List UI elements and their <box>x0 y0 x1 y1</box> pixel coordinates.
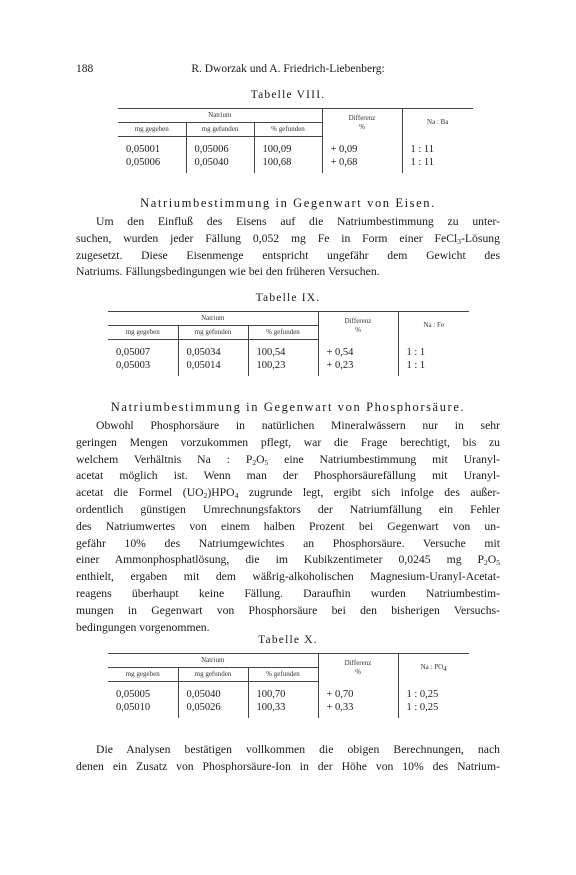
cell: 0,05007 <box>116 347 151 358</box>
page-header <box>76 63 500 79</box>
cell: 0,05034 <box>178 340 248 360</box>
cell: + 0,09 <box>322 137 402 157</box>
group-header: Natrium <box>108 654 318 668</box>
col-header: mg gefunden <box>186 123 254 137</box>
cell: 100,68 <box>254 156 322 173</box>
table-row <box>118 156 473 173</box>
section-heading: Natriumbestimmung in Gegenwart von Phosphorsäure. <box>110 400 466 414</box>
col-header: mg gegeben <box>118 123 186 137</box>
cell: 1 : 0,25 <box>398 701 469 718</box>
cell: + 0,70 <box>318 682 398 702</box>
paragraph: Um den Einfluß des Eisens auf die Natriumbestimmung zu unter- suchen, wurden jeder Fällung 0,052 mg Fe in Form einer FeCl$_3$-Lösung zugesetzt. Diese Eisenmenge entspricht ungefähr dem Gewicht des Natriums. Fällungsbedingungen wie bei den früheren Versuchen. <box>76 215 500 279</box>
ratio-header: Na : Ba <box>402 109 473 137</box>
group-header: Natrium <box>108 312 318 326</box>
table-row <box>108 701 469 718</box>
cell: 0,05026 <box>178 701 248 718</box>
cell: + 0,23 <box>318 359 398 376</box>
diff-header: Differenz % <box>318 312 398 340</box>
cell: 0,05040 <box>186 156 254 173</box>
cell: 1 : 1 <box>398 359 469 376</box>
col-header: % gefunden <box>254 123 322 137</box>
col-header: % gefunden <box>248 668 318 682</box>
cell: 100,54 <box>248 340 318 360</box>
cell: 0,05006 <box>126 157 161 168</box>
paragraph: Die Analysen bestätigen vollkommen die obigen Berechnungen, nach denen ein Zusatz von Phosphorsäure-Ion in der Höhe von 10% des Natrium- <box>76 743 500 773</box>
col-header: mg gegeben <box>108 326 178 340</box>
cell: 1 : 11 <box>402 156 473 173</box>
group-header: Natrium <box>118 109 322 123</box>
cell: 0,05014 <box>178 359 248 376</box>
table-caption: Tabelle IX. <box>255 292 321 304</box>
cell: 0,05006 <box>186 137 254 157</box>
cell: 0,05005 <box>116 689 151 700</box>
table-row <box>108 340 469 360</box>
paragraph: Obwohl Phosphorsäure in natürlichen Mineralwässern nur in sehr geringen Mengen vorzukommen pflegt, war die Frage berechtigt, bis zu welchem Verhältnis Na : $P_2O_5$ eine Natriumbestimmung mit Uranyl- acetat möglich ist. Wenn man der Phosphorsäurefällung mit Uranyl- acetat die Formel $(UO_2)HPO_4$ zugrunde legt, ergibt sich infolge des außer- ordentlich günstigen Umrechnungsfaktors der Natriumfällung ein Fehler des Natriumwertes von einem halben Prozent bei Gegenwart von un- gefähr 10% des Natriumgewichtes an Phosphorsäure. Versuche mit einer Ammonphosphatlösung, die im Kubikzentimeter 0,0245 mg $P_2O_5$ enthielt, ergaben mit dem wäßrig-alkoholischen Magnesium-Uranyl-Acetat- reagens überhaupt keine Fällung. Daraufhin wurden Natriumbestim- mungen in Gegenwart von Phosphorsäure bei den bisherigen Versuchs- bedingungen vorgenommen. <box>76 419 500 634</box>
cell: 1 : 11 <box>402 137 473 157</box>
table-caption: Tabelle X. <box>258 634 318 646</box>
col-header: % gefunden <box>248 326 318 340</box>
data-table-10 <box>108 653 469 718</box>
ratio-header: Na : $PO_4$ <box>398 654 469 682</box>
col-header: mg gefunden <box>178 668 248 682</box>
cell: 0,05003 <box>116 360 151 371</box>
cell: 100,09 <box>254 137 322 157</box>
running-title: R. Dworzak und A. Friedrich-Liebenberg: <box>191 63 385 75</box>
ratio-header: Na : Fe <box>398 312 469 340</box>
cell: 0,05010 <box>116 702 151 713</box>
cell: 100,70 <box>248 682 318 702</box>
cell: + 0,68 <box>322 156 402 173</box>
cell: 100,23 <box>248 359 318 376</box>
table-row <box>108 359 469 376</box>
cell: 0,05001 <box>126 144 161 155</box>
table-caption: Tabelle VIII. <box>250 89 326 101</box>
section-heading: Natriumbestimmung in Gegenwart von Eisen. <box>140 196 436 210</box>
cell: + 0,33 <box>318 701 398 718</box>
col-header: mg gefunden <box>178 326 248 340</box>
cell: 0,05040 <box>178 682 248 702</box>
diff-header: Differenz % <box>322 109 402 137</box>
data-table-9 <box>108 311 469 376</box>
cell: 1 : 0,25 <box>398 682 469 702</box>
col-header: mg gegeben <box>108 668 178 682</box>
data-table-8 <box>118 108 473 173</box>
cell: + 0,54 <box>318 340 398 360</box>
cell: 1 : 1 <box>398 340 469 360</box>
table-row <box>118 137 473 157</box>
table-row <box>108 682 469 702</box>
page-number: 188 <box>76 63 94 75</box>
cell: 100,33 <box>248 701 318 718</box>
diff-header: Differenz % <box>318 654 398 682</box>
